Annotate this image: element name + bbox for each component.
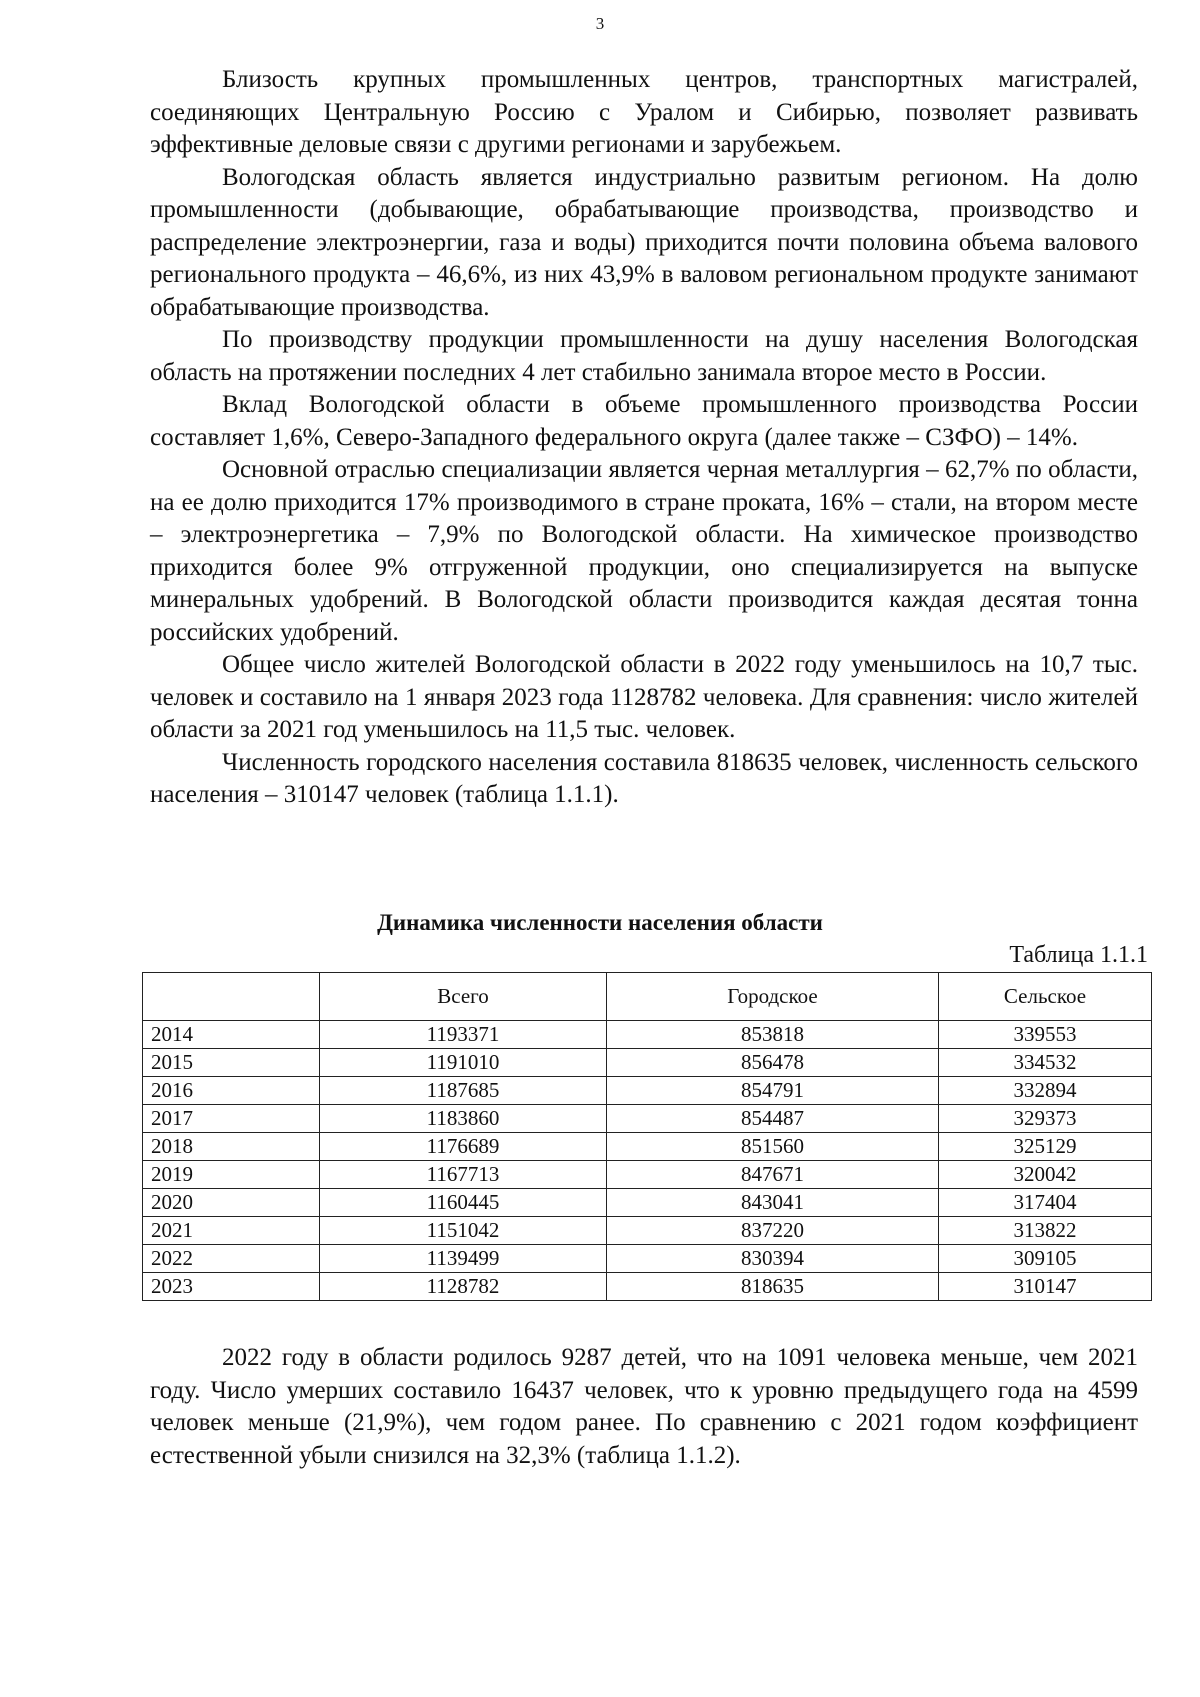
- table-row: [143, 1189, 1152, 1217]
- table-title: Динамика численности населения области: [377, 910, 823, 935]
- cell-urban: 854487: [607, 1105, 939, 1133]
- table-row: [143, 1133, 1152, 1161]
- cell-total: 1187685: [320, 1077, 607, 1105]
- cell-urban: 854791: [607, 1077, 939, 1105]
- cell-rural: 334532: [939, 1049, 1152, 1077]
- paragraph-births-deaths: 2022 году в области родилось 9287 детей, что на 1091 человека меньше, чем 2021 году. Число умерших составило 16437 человек, что к уровню предыдущего года на 4599 человек меньше (21,9%), чем годом ранее. По сравнению с 2021 годом коэффициент естественной убыли снизился на 32,3% (таблица 1.1.2).: [150, 1344, 1138, 1469]
- cell-total: 1183860: [320, 1105, 607, 1133]
- table-row: [143, 1049, 1152, 1077]
- table-row: [143, 1077, 1152, 1105]
- table-row: [143, 1245, 1152, 1273]
- header-rural: Сельское: [939, 973, 1152, 1021]
- cell-year: 2014: [143, 1021, 320, 1049]
- cell-rural: 320042: [939, 1161, 1152, 1189]
- paragraph-industry: Вологодская область является индустриально развитым регионом. На долю промышленности (добывающие, обрабатывающие производства, производство и распределение электроэнергии, газа и воды) приходится почти половина объема валового регионального продукта – 46,6%, из них 43,9% в валовом региональном продукте занимают обрабатывающие производства.: [150, 163, 1138, 321]
- paragraph-per-capita: По производству продукции промышленности на душу населения Вологодская область на протяжении последних 4 лет стабильно занимала второе место в России.: [150, 326, 1138, 386]
- cell-urban: 856478: [607, 1049, 939, 1077]
- cell-total: 1151042: [320, 1217, 607, 1245]
- table-label: Таблица 1.1.1: [1009, 942, 1148, 968]
- cell-urban: 851560: [607, 1133, 939, 1161]
- after-table-text: [150, 1342, 1138, 1472]
- cell-rural: 309105: [939, 1245, 1152, 1273]
- header-total: Всего: [320, 973, 607, 1021]
- cell-urban: 853818: [607, 1021, 939, 1049]
- cell-total: 1193371: [320, 1021, 607, 1049]
- header-urban: Городское: [607, 973, 939, 1021]
- paragraph-contribution: Вклад Вологодской области в объеме промышленного производства России составляет 1,6%, Северо-Западного федерального округа (далее также – СЗФО) – 14%.: [150, 391, 1138, 451]
- cell-year: 2018: [143, 1133, 320, 1161]
- cell-total: 1128782: [320, 1273, 607, 1301]
- table-row: [143, 1273, 1152, 1301]
- cell-year: 2021: [143, 1217, 320, 1245]
- cell-year: 2020: [143, 1189, 320, 1217]
- cell-total: 1139499: [320, 1245, 607, 1273]
- cell-total: 1160445: [320, 1189, 607, 1217]
- cell-urban: 818635: [607, 1273, 939, 1301]
- paragraph-specialization: Основной отраслью специализации является черная металлургия – 62,7% по области, на ее долю приходится 17% производимого в стране проката, 16% – стали, на втором месте – электроэнергетика – 7,9% по Вологодской области. На химическое производство приходится более 9% отгруженной продукции, оно специализируется на выпуске минеральных удобрений. В Вологодской области производится каждая десятая тонна российских удобрений.: [150, 456, 1138, 646]
- table-row: [143, 1161, 1152, 1189]
- paragraph-proximity: Близость крупных промышленных центров, транспортных магистралей, соединяющих Центральную Россию с Уралом и Сибирью, позволяет развивать эффективные деловые связи с другими регионами и зарубежьем.: [150, 66, 1138, 158]
- cell-rural: 339553: [939, 1021, 1152, 1049]
- cell-total: 1176689: [320, 1133, 607, 1161]
- cell-year: 2022: [143, 1245, 320, 1273]
- cell-rural: 332894: [939, 1077, 1152, 1105]
- cell-urban: 830394: [607, 1245, 939, 1273]
- cell-urban: 847671: [607, 1161, 939, 1189]
- table-header-row: [143, 973, 1152, 1021]
- cell-rural: 317404: [939, 1189, 1152, 1217]
- paragraph-urban-rural: Численность городского населения составила 818635 человек, численность сельского населения – 310147 человек (таблица 1.1.1).: [150, 748, 1138, 808]
- cell-urban: 837220: [607, 1217, 939, 1245]
- page-number: 3: [595, 14, 605, 33]
- population-table: [142, 972, 1152, 1301]
- cell-year: 2015: [143, 1049, 320, 1077]
- header-year: [143, 973, 320, 1021]
- cell-year: 2017: [143, 1105, 320, 1133]
- cell-urban: 843041: [607, 1189, 939, 1217]
- body-text: [150, 64, 1138, 812]
- table-row: [143, 1021, 1152, 1049]
- table-row: [143, 1105, 1152, 1133]
- cell-total: 1167713: [320, 1161, 607, 1189]
- table-row: [143, 1217, 1152, 1245]
- cell-total: 1191010: [320, 1049, 607, 1077]
- cell-rural: 310147: [939, 1273, 1152, 1301]
- cell-year: 2023: [143, 1273, 320, 1301]
- paragraph-population: Общее число жителей Вологодской области в 2022 году уменьшилось на 10,7 тыс. человек и составило на 1 января 2023 года 1128782 человека. Для сравнения: число жителей области за 2021 год уменьшилось на 11,5 тыс. человек.: [150, 651, 1138, 743]
- cell-rural: 325129: [939, 1133, 1152, 1161]
- cell-rural: 313822: [939, 1217, 1152, 1245]
- cell-rural: 329373: [939, 1105, 1152, 1133]
- cell-year: 2019: [143, 1161, 320, 1189]
- cell-year: 2016: [143, 1077, 320, 1105]
